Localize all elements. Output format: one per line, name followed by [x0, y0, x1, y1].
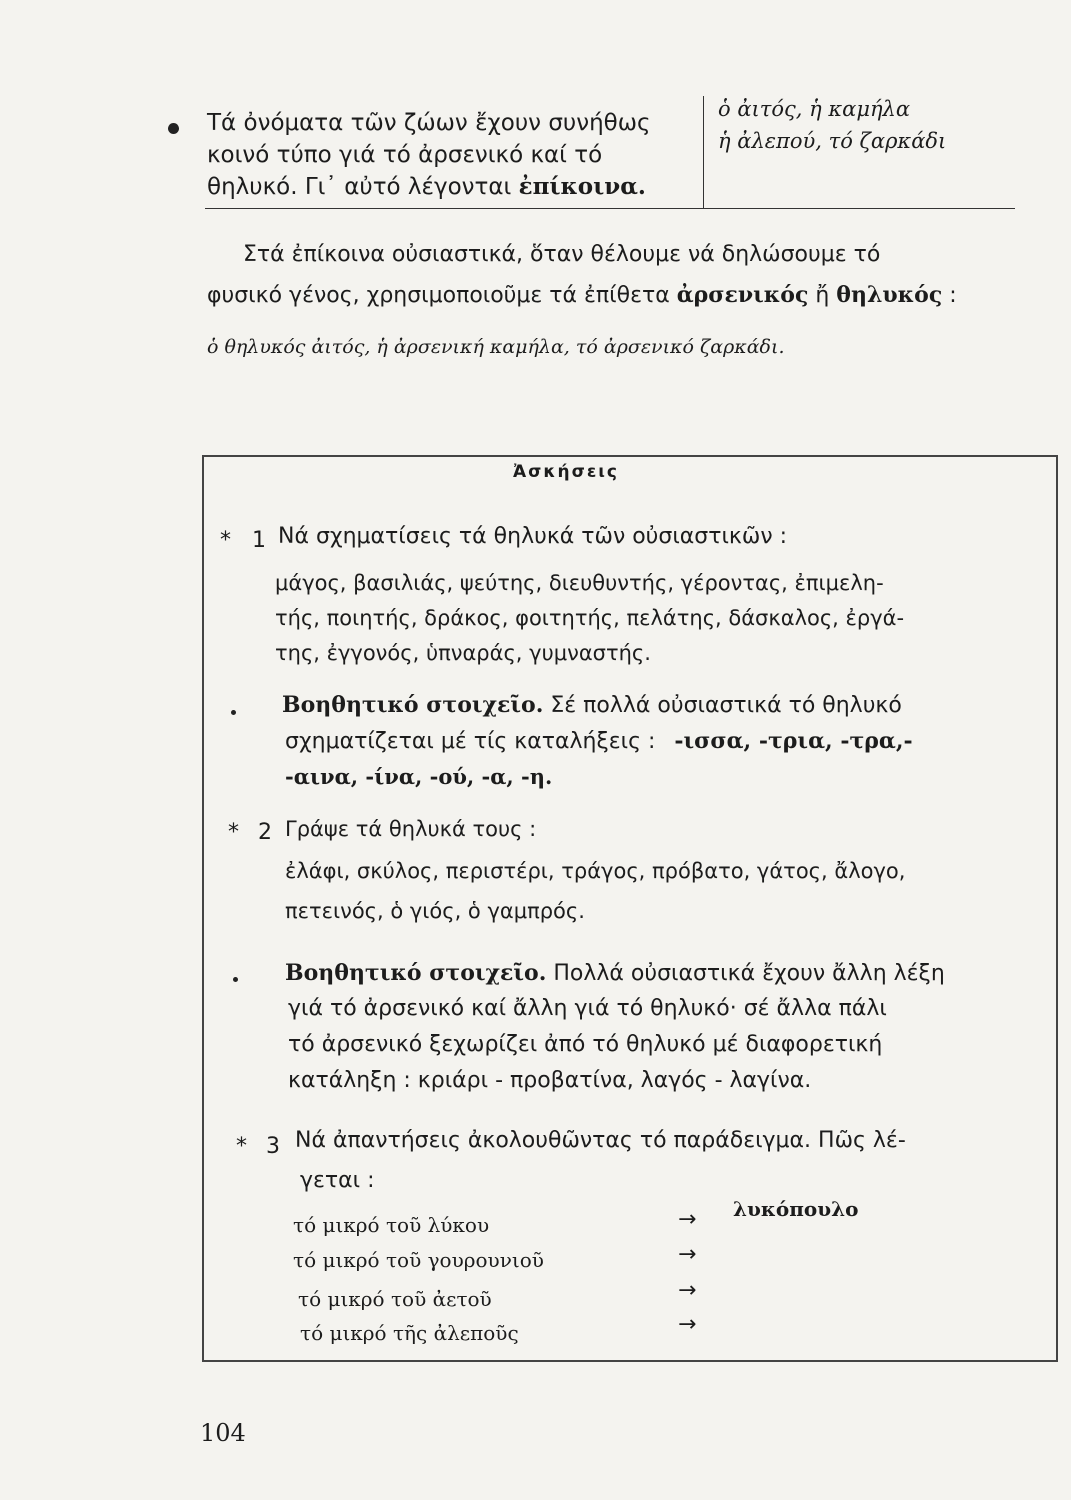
intro-example-1: ὁ ἀιτός, ἡ καμήλα	[718, 97, 911, 121]
exercise-3-item-2-phrase: τό μικρό τοῦ γουρουνιοῦ	[293, 1248, 544, 1272]
exercise-3-item-4-phrase: τό μικρό τῆς ἀλεποῦς	[300, 1321, 519, 1345]
hint-1-line-2	[285, 726, 913, 757]
bullet-icon	[168, 123, 179, 134]
hint-1-label: Βοηθητικό στοιχεῖο.	[282, 692, 544, 718]
intro-line-1: Τά ὀνόματα τῶν ζώων ἔχουν συνήθως	[207, 110, 651, 136]
exercise-2-prompt: Γράψε τά θηλυκά τους :	[285, 817, 537, 841]
intro-line-2: κοινό τύπο γιά τό ἀρσενικό καί τό	[207, 142, 603, 168]
exercise-1-star: *	[220, 528, 231, 553]
hint-2-line-1	[285, 958, 945, 989]
hint-2-line-3: τό ἀρσενικό ξεχωρίζει ἀπό τό θηλυκό μέ διαφορετική	[288, 1032, 883, 1057]
exercise-2-number: 2	[258, 820, 272, 845]
exercise-1-words-3: της, ἐγγονός, ὑπναράς, γυμναστής.	[275, 641, 651, 665]
exercise-3-number: 3	[266, 1134, 280, 1159]
intro-underline	[205, 208, 1015, 209]
paragraph-fem: θηλυκός	[836, 282, 943, 308]
paragraph-example: ὁ θηλυκός ἀιτός, ἡ ἀρσενική καμήλα, τό ἀρσενικό ζαρκάδι.	[207, 336, 785, 358]
exercise-3-item-3-arrow-icon: →	[678, 1278, 697, 1303]
hint-1-endings-1: -ισσα, -τρια, -τρα,-	[674, 728, 913, 754]
exercise-3-star: *	[236, 1134, 247, 1159]
exercise-3-prompt-2: γεται :	[300, 1168, 375, 1193]
paragraph-or: ἤ	[815, 283, 830, 308]
exercise-3-prompt-1: Νά ἀπαντήσεις ἀκολουθῶντας τό παράδειγμα. Πῶς λέ-	[295, 1128, 906, 1153]
intro-line-3	[207, 172, 646, 202]
paragraph-colon: :	[949, 283, 957, 308]
page-number: 104	[200, 1419, 246, 1447]
exercise-2-words-1: ἐλάφι, σκύλος, περιστέρι, τράγος, πρόβατο, γάτος, ἄλογο,	[285, 859, 906, 883]
hint-2-bullet-icon	[233, 977, 238, 982]
paragraph-line-1: Στά ἐπίκοινα οὐσιαστικά, ὅταν θέλουμε νά δηλώσουμε τό	[243, 242, 881, 267]
hint-2-label: Βοηθητικό στοιχεῖο.	[285, 960, 547, 986]
exercise-1-number: 1	[252, 528, 266, 553]
exercise-3-item-1-answer: λυκόπουλο	[733, 1197, 859, 1221]
exercises-title: Ἀσκήσεις	[505, 462, 627, 482]
intro-divider	[703, 96, 704, 208]
intro-line-3-text: θηλυκό. Γι᾿ αὐτό λέγονται	[207, 174, 512, 200]
intro-term: ἐπίκοινα.	[518, 173, 646, 200]
hint-2-text-1: Πολλά οὐσιαστικά ἔχουν ἄλλη λέξη	[553, 961, 945, 986]
exercise-3-item-1-arrow-icon: →	[678, 1207, 697, 1232]
hint-1-bullet-icon	[231, 710, 236, 715]
exercise-2-star: *	[228, 820, 239, 845]
exercise-1-words-2: τής, ποιητής, δράκος, φοιτητής, πελάτης, δάσκαλος, ἐργά-	[275, 606, 905, 630]
paragraph-line-2-text: φυσικό γένος, χρησιμοποιοῦμε τά ἐπίθετα	[207, 283, 670, 308]
paragraph-masc: ἀρσενικός	[676, 282, 809, 308]
hint-2-line-2: γιά τό ἀρσενικό καί ἄλλη γιά τό θηλυκό· σέ ἄλλα πάλι	[288, 996, 887, 1021]
exercise-2-words-2: πετεινός, ὁ γιός, ὁ γαμπρός.	[285, 899, 585, 923]
exercise-3-item-2-arrow-icon: →	[678, 1242, 697, 1267]
exercise-3-item-4-arrow-icon: →	[678, 1312, 697, 1337]
hint-1-text-2: σχηματίζεται μέ τίς καταλήξεις :	[285, 729, 656, 754]
paragraph-line-2	[207, 280, 957, 311]
hint-1-text-1: Σέ πολλά οὐσιαστικά τό θηλυκό	[550, 693, 902, 718]
exercise-1-words-1: μάγος, βασιλιάς, ψεύτης, διευθυντής, γέροντας, ἐπιμελη-	[275, 571, 884, 595]
hint-1-line-1	[282, 690, 902, 721]
exercise-3-item-1-phrase: τό μικρό τοῦ λύκου	[293, 1213, 490, 1237]
intro-example-2: ἡ ἀλεπού, τό ζαρκάδι	[718, 129, 947, 153]
exercise-1-prompt: Νά σχηματίσεις τά θηλυκά τῶν οὐσιαστικῶν :	[278, 524, 788, 549]
hint-2-line-4: κατάληξη : κριάρι - προβατίνα, λαγός - λαγίνα.	[288, 1068, 812, 1093]
exercise-3-item-3-phrase: τό μικρό τοῦ ἀετοῦ	[298, 1287, 492, 1311]
hint-1-endings-2: -αινα, -ίνα, -ού, -α, -η.	[285, 764, 553, 789]
